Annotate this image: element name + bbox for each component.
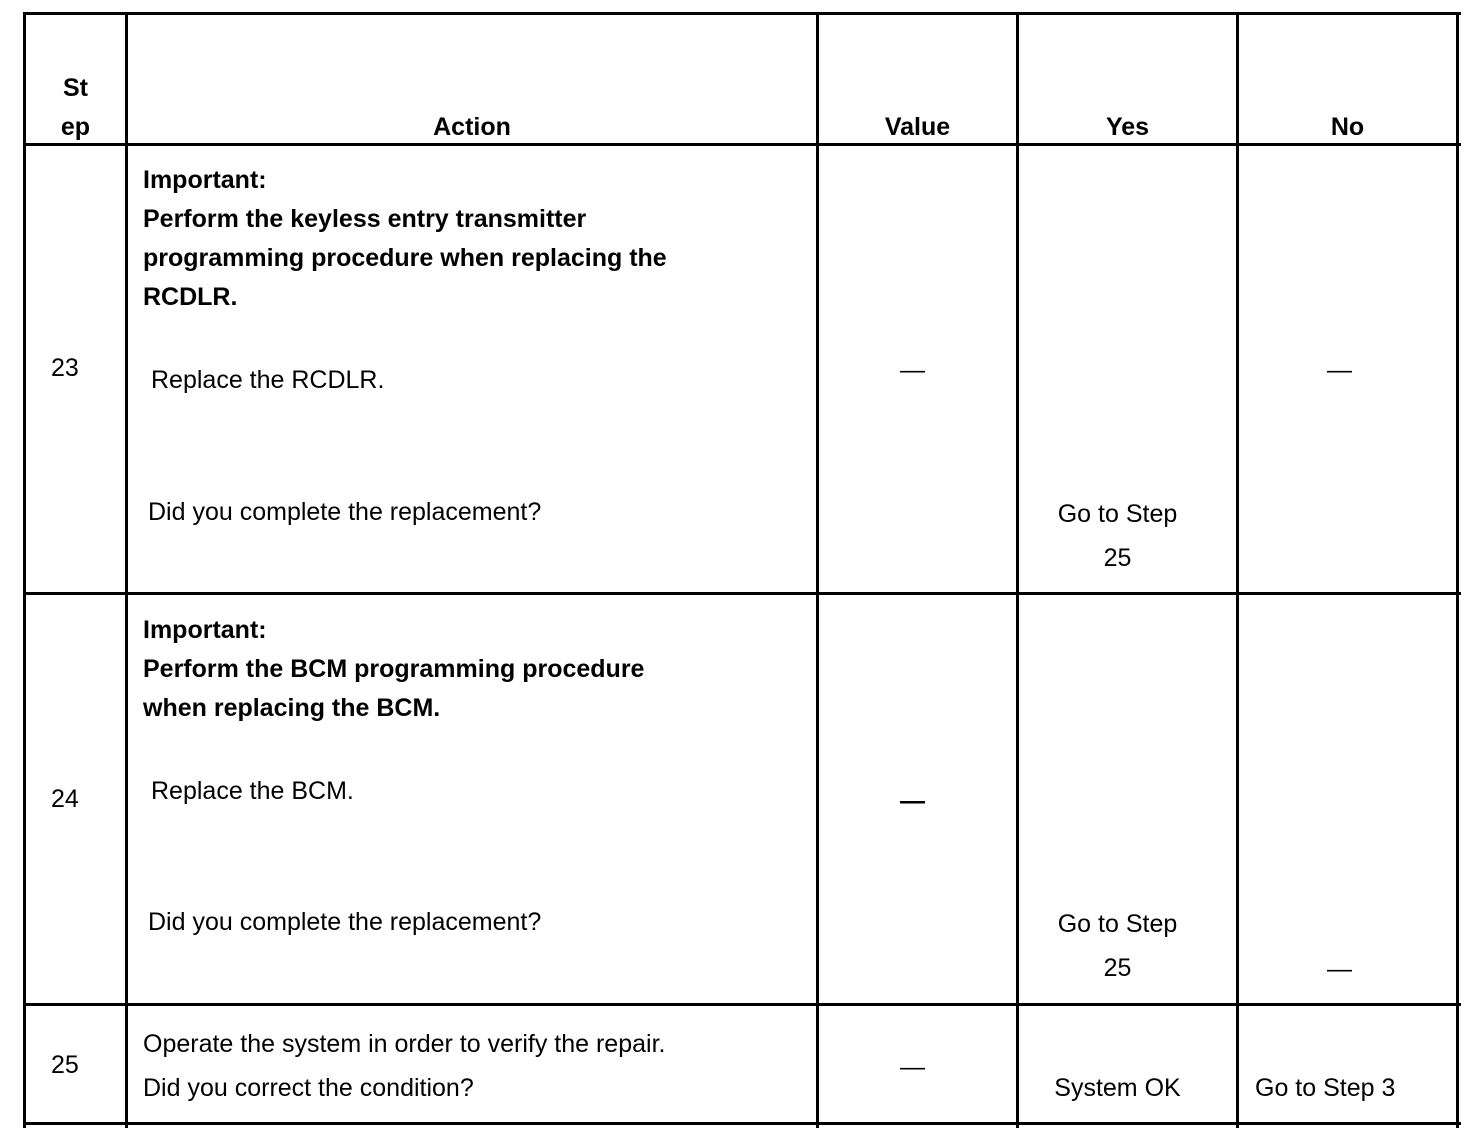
row-divider-23-24 xyxy=(23,592,1461,595)
value-cell: — xyxy=(900,1053,925,1081)
header-yes: Yes xyxy=(1105,113,1150,141)
header-step-line1: St xyxy=(63,74,88,102)
yes-action-line2: 25 xyxy=(1103,954,1132,982)
important-note-line: programming procedure when replacing the xyxy=(143,244,667,272)
table-border-bottom xyxy=(23,1122,1461,1125)
question-text: Did you complete the replacement? xyxy=(148,498,542,526)
table-border-left xyxy=(23,12,26,1128)
step-number: 24 xyxy=(51,785,79,813)
important-note-line: when replacing the BCM. xyxy=(143,694,441,722)
step-number: 25 xyxy=(51,1051,79,1079)
yes-action-line2: 25 xyxy=(1103,544,1132,572)
no-cell: — xyxy=(1327,955,1352,983)
table-border-top xyxy=(23,12,1461,15)
yes-action-line1: Go to Step xyxy=(1057,500,1178,528)
important-label: Important: xyxy=(143,616,267,644)
col-divider-action-value xyxy=(816,12,819,1128)
header-no: No xyxy=(1330,113,1365,141)
action-text: Operate the system in order to verify the repair. xyxy=(143,1030,666,1058)
no-cell: — xyxy=(1327,356,1352,384)
value-cell: — xyxy=(900,356,925,384)
yes-action-line1: Go to Step xyxy=(1057,910,1178,938)
row-divider-24-25 xyxy=(23,1003,1461,1006)
table-border-right xyxy=(1456,12,1459,1128)
question-text: Did you complete the replacement? xyxy=(148,908,542,936)
important-note-line: Perform the BCM programming procedure xyxy=(143,655,645,683)
no-cell: Go to Step 3 xyxy=(1255,1074,1396,1102)
instruction-text: Replace the RCDLR. xyxy=(151,366,385,394)
important-note-line: RCDLR. xyxy=(143,283,238,311)
important-label: Important: xyxy=(143,166,267,194)
header-step-line2: ep xyxy=(60,113,91,141)
header-value: Value xyxy=(884,113,951,141)
value-cell: — xyxy=(900,787,925,815)
header-divider xyxy=(23,143,1461,146)
question-text: Did you correct the condition? xyxy=(143,1074,474,1102)
yes-cell: System OK xyxy=(1054,1074,1181,1102)
step-number: 23 xyxy=(51,354,79,382)
instruction-text: Replace the BCM. xyxy=(151,777,354,805)
header-action: Action xyxy=(433,113,511,141)
col-divider-step-action xyxy=(125,12,128,1128)
important-note-line: Perform the keyless entry transmitter xyxy=(143,205,587,233)
